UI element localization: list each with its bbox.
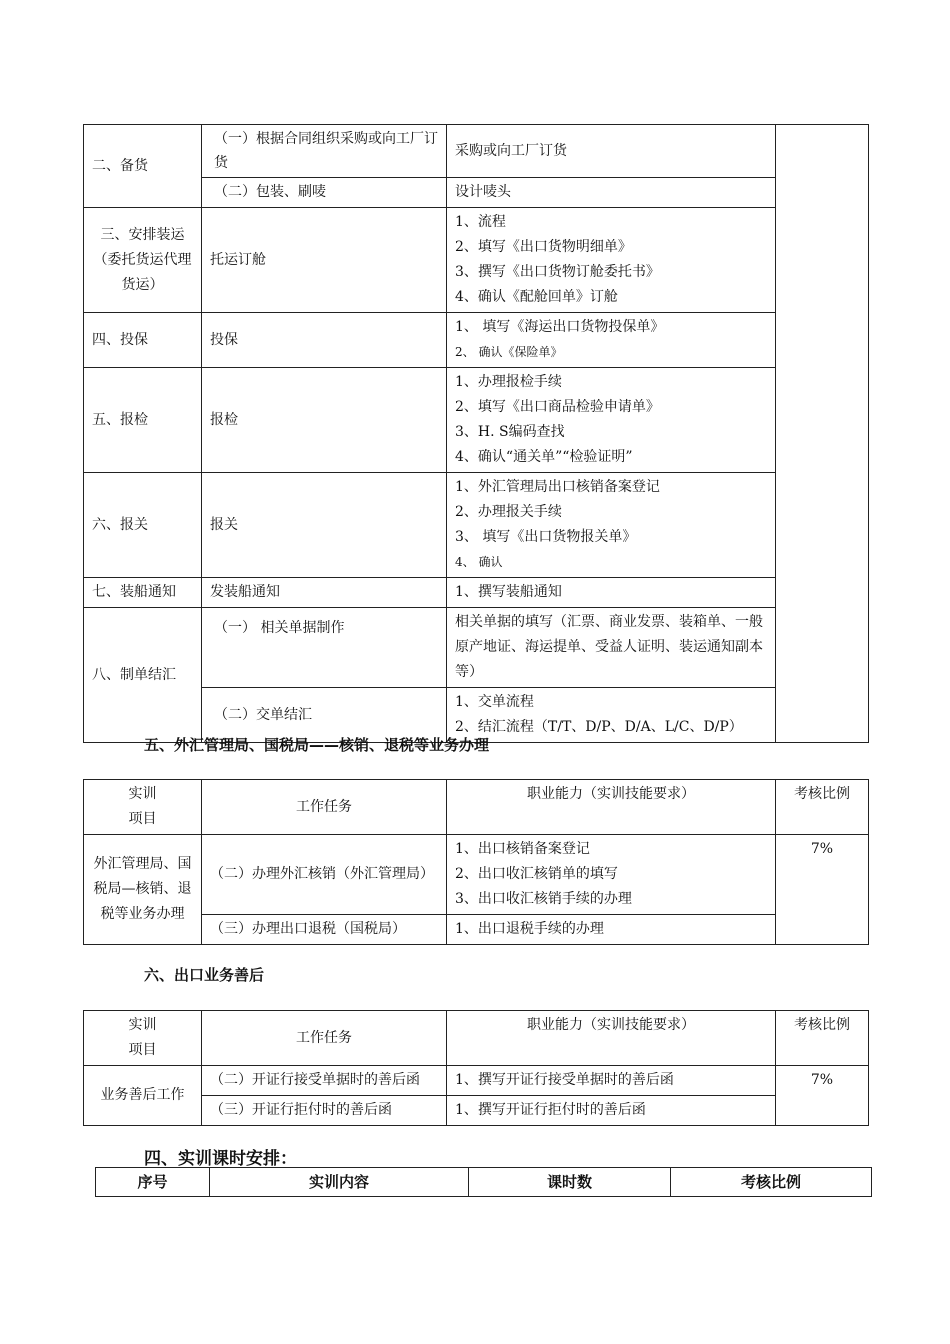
project-cell: 业务善后工作 xyxy=(84,1066,202,1126)
task-cell: （二）交单结汇 xyxy=(202,688,447,743)
stage-cell: 四、投保 xyxy=(84,313,202,368)
schedule-table xyxy=(95,1167,872,1197)
task-cell: 报关 xyxy=(202,473,447,578)
skill-line: 4、确认《配舱回单》订舱 xyxy=(455,289,618,305)
skill-line: 3、出口收汇核销手续的办理 xyxy=(455,891,632,907)
task-cell: 托运订舱 xyxy=(202,208,447,313)
skill-line: 1、办理报检手续 xyxy=(455,374,562,390)
task-cell: （三）办理出口退税（国税局） xyxy=(202,915,447,945)
skill-line: 2、填写《出口商品检验申请单》 xyxy=(455,399,660,415)
aftercare-table xyxy=(83,1010,869,1126)
skill-line: 3、 填写《出口货物报关单》 xyxy=(455,529,637,545)
skill-cell: 1、撰写装船通知 xyxy=(447,578,776,608)
skill-cell xyxy=(447,473,776,578)
stage-cell: 五、报检 xyxy=(84,368,202,473)
stage-cell: 八、制单结汇 xyxy=(84,608,202,743)
stage-cell: 三、安排装运（委托货运代理货运） xyxy=(84,208,202,313)
header-ratio: 考核比例 xyxy=(776,1011,869,1066)
skill-line: 4、确认“通关单”“检验证明” xyxy=(455,449,633,465)
skill-cell xyxy=(447,608,776,688)
section-6-title: 六、出口业务善后 xyxy=(144,966,265,984)
task-cell: （三）开证行拒付时的善后函 xyxy=(202,1096,447,1126)
task-cell: 投保 xyxy=(202,313,447,368)
ratio-cell: 7% xyxy=(776,1066,869,1126)
skill-cell: 设计唛头 xyxy=(447,178,776,208)
skill-line: 1、出口核销备案登记 xyxy=(455,841,590,857)
skill-line: 相关单据的填写（汇票、商业发票、装箱单、一般原产地证、海运提单、受益人证明、装运通知副本等） xyxy=(455,614,763,680)
skill-line: 4、 确认 xyxy=(455,555,503,569)
skill-line: 2、出口收汇核销单的填写 xyxy=(455,866,618,882)
task-cell: 发装船通知 xyxy=(202,578,447,608)
skill-line: 3、H. S编码查找 xyxy=(455,424,565,440)
project-cell: 外汇管理局、国税局—核销、退税等业务办理 xyxy=(84,835,202,945)
skill-line: 2、办理报关手续 xyxy=(455,504,562,520)
skill-cell xyxy=(447,208,776,313)
skill-line: 2、填写《出口货物明细单》 xyxy=(455,239,632,255)
forex-tax-table xyxy=(83,779,869,945)
skill-cell: 1、撰写开证行拒付时的善后函 xyxy=(447,1096,776,1126)
skill-cell xyxy=(447,835,776,915)
skill-line: 2、结汇流程（T/T、D/P、D/A、L/C、D/P） xyxy=(455,719,743,735)
skill-line: 1、交单流程 xyxy=(455,694,534,710)
stage-cell: 六、报关 xyxy=(84,473,202,578)
header-content: 实训内容 xyxy=(210,1168,469,1197)
header-index: 序号 xyxy=(96,1168,210,1197)
header-ratio: 考核比例 xyxy=(671,1168,872,1197)
skill-cell: 1、撰写开证行接受单据时的善后函 xyxy=(447,1066,776,1096)
skill-cell xyxy=(447,688,776,743)
header-project: 实训项目 xyxy=(84,1011,202,1066)
skill-line: 1、 填写《海运出口货物投保单》 xyxy=(455,319,665,335)
header-hours: 课时数 xyxy=(469,1168,671,1197)
header-task: 工作任务 xyxy=(202,1011,447,1066)
skill-line: 2、 确认《保险单》 xyxy=(455,345,563,359)
header-skill: 职业能力（实训技能要求） xyxy=(447,1011,776,1066)
header-task: 工作任务 xyxy=(202,780,447,835)
skill-line: 1、流程 xyxy=(455,214,506,230)
ratio-cell xyxy=(776,125,869,743)
skill-cell: 1、出口退税手续的办理 xyxy=(447,915,776,945)
stage-cell: 七、装船通知 xyxy=(84,578,202,608)
process-table xyxy=(83,124,869,743)
section-5-title: 五、外汇管理局、国税局——核销、退税等业务办理 xyxy=(144,736,490,754)
header-project: 实训项目 xyxy=(84,780,202,835)
task-cell: （二）开证行接受单据时的善后函 xyxy=(202,1066,447,1096)
task-cell: （一）根据合同组织采购或向工厂订货 xyxy=(202,125,447,178)
skill-cell xyxy=(447,368,776,473)
skill-line: 1、外汇管理局出口核销备案登记 xyxy=(455,479,660,495)
skill-line: 3、撰写《出口货物订舱委托书》 xyxy=(455,264,660,280)
header-skill: 职业能力（实训技能要求） xyxy=(447,780,776,835)
section-4-title: 四、实训课时安排： xyxy=(144,1149,297,1169)
task-cell: 报检 xyxy=(202,368,447,473)
task-cell: （一） 相关单据制作 xyxy=(202,608,447,688)
ratio-cell: 7% xyxy=(776,835,869,945)
task-cell: （二）办理外汇核销（外汇管理局） xyxy=(202,835,447,915)
skill-cell: 采购或向工厂订货 xyxy=(447,125,776,178)
header-ratio: 考核比例 xyxy=(776,780,869,835)
stage-cell: 二、备货 xyxy=(84,125,202,208)
task-cell: （二）包装、刷唛 xyxy=(202,178,447,208)
skill-cell xyxy=(447,313,776,368)
